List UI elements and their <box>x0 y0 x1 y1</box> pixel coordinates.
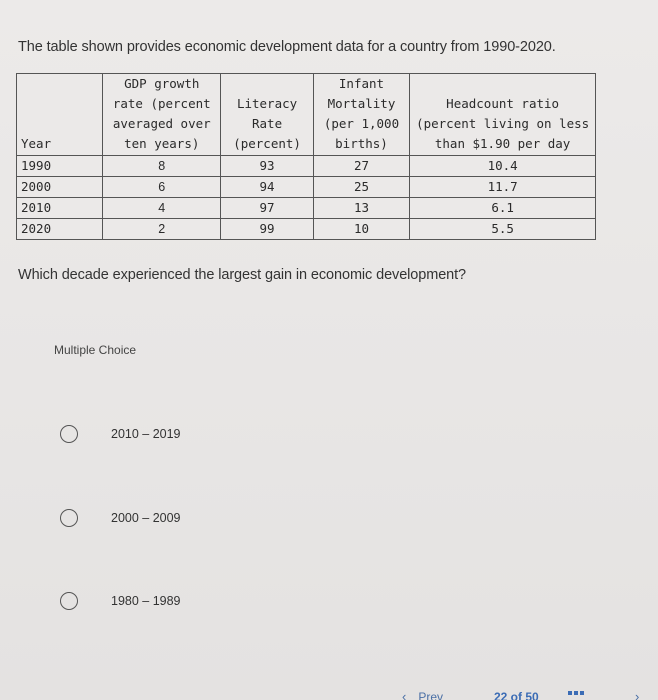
cell-gdp: 8 <box>103 156 221 177</box>
footer-navigation <box>398 686 658 700</box>
page-indicator: 22 of 50 <box>494 690 539 700</box>
option-label: 2010 – 2019 <box>111 427 181 441</box>
radio-button[interactable] <box>60 425 78 443</box>
cell-gdp: 6 <box>103 177 221 198</box>
table-header-row <box>17 74 596 156</box>
table-row <box>17 219 596 240</box>
cell-literacy: 93 <box>221 156 313 177</box>
cell-headcount: 10.4 <box>410 156 596 177</box>
radio-button[interactable] <box>60 592 78 610</box>
chevron-right-icon[interactable]: › <box>635 689 640 700</box>
cell-literacy: 97 <box>221 198 313 219</box>
cell-gdp: 2 <box>103 219 221 240</box>
option-label: 1980 – 1989 <box>111 594 181 608</box>
cell-mortality: 10 <box>313 219 410 240</box>
cell-literacy: 99 <box>221 219 313 240</box>
cell-mortality: 25 <box>313 177 410 198</box>
grid-icon[interactable] <box>568 691 586 700</box>
data-table <box>16 73 596 240</box>
answer-option-1[interactable] <box>60 422 181 446</box>
cell-mortality: 27 <box>313 156 410 177</box>
table-row <box>17 177 596 198</box>
cell-year: 2000 <box>17 177 103 198</box>
header-gdp-growth: GDP growth rate (percent averaged over ten years) <box>103 74 221 156</box>
question-type-label: Multiple Choice <box>54 343 137 357</box>
header-headcount-ratio: Headcount ratio (percent living on less than $1.90 per day <box>410 74 596 156</box>
header-infant-mortality: Infant Mortality (per 1,000 births) <box>313 74 410 156</box>
cell-headcount: 5.5 <box>410 219 596 240</box>
question-text: Which decade experienced the largest gain in economic development? <box>18 267 467 283</box>
header-year: Year <box>17 74 103 156</box>
prev-label: Prev <box>418 689 444 700</box>
chevron-left-icon: ‹ <box>402 689 407 700</box>
header-literacy-rate: Literacy Rate (percent) <box>221 74 313 156</box>
prev-button[interactable] <box>402 689 443 700</box>
cell-year: 1990 <box>17 156 103 177</box>
answer-option-3[interactable] <box>60 589 181 613</box>
answer-option-2[interactable] <box>60 506 181 530</box>
table-row <box>17 156 596 177</box>
option-label: 2000 – 2009 <box>111 511 181 525</box>
cell-headcount: 11.7 <box>410 177 596 198</box>
table-row <box>17 198 596 219</box>
intro-text: The table shown provides economic development data for a country from 1990-2020. <box>18 39 556 55</box>
cell-mortality: 13 <box>313 198 410 219</box>
cell-year: 2010 <box>17 198 103 219</box>
radio-button[interactable] <box>60 509 78 527</box>
cell-headcount: 6.1 <box>410 198 596 219</box>
cell-gdp: 4 <box>103 198 221 219</box>
cell-literacy: 94 <box>221 177 313 198</box>
cell-year: 2020 <box>17 219 103 240</box>
